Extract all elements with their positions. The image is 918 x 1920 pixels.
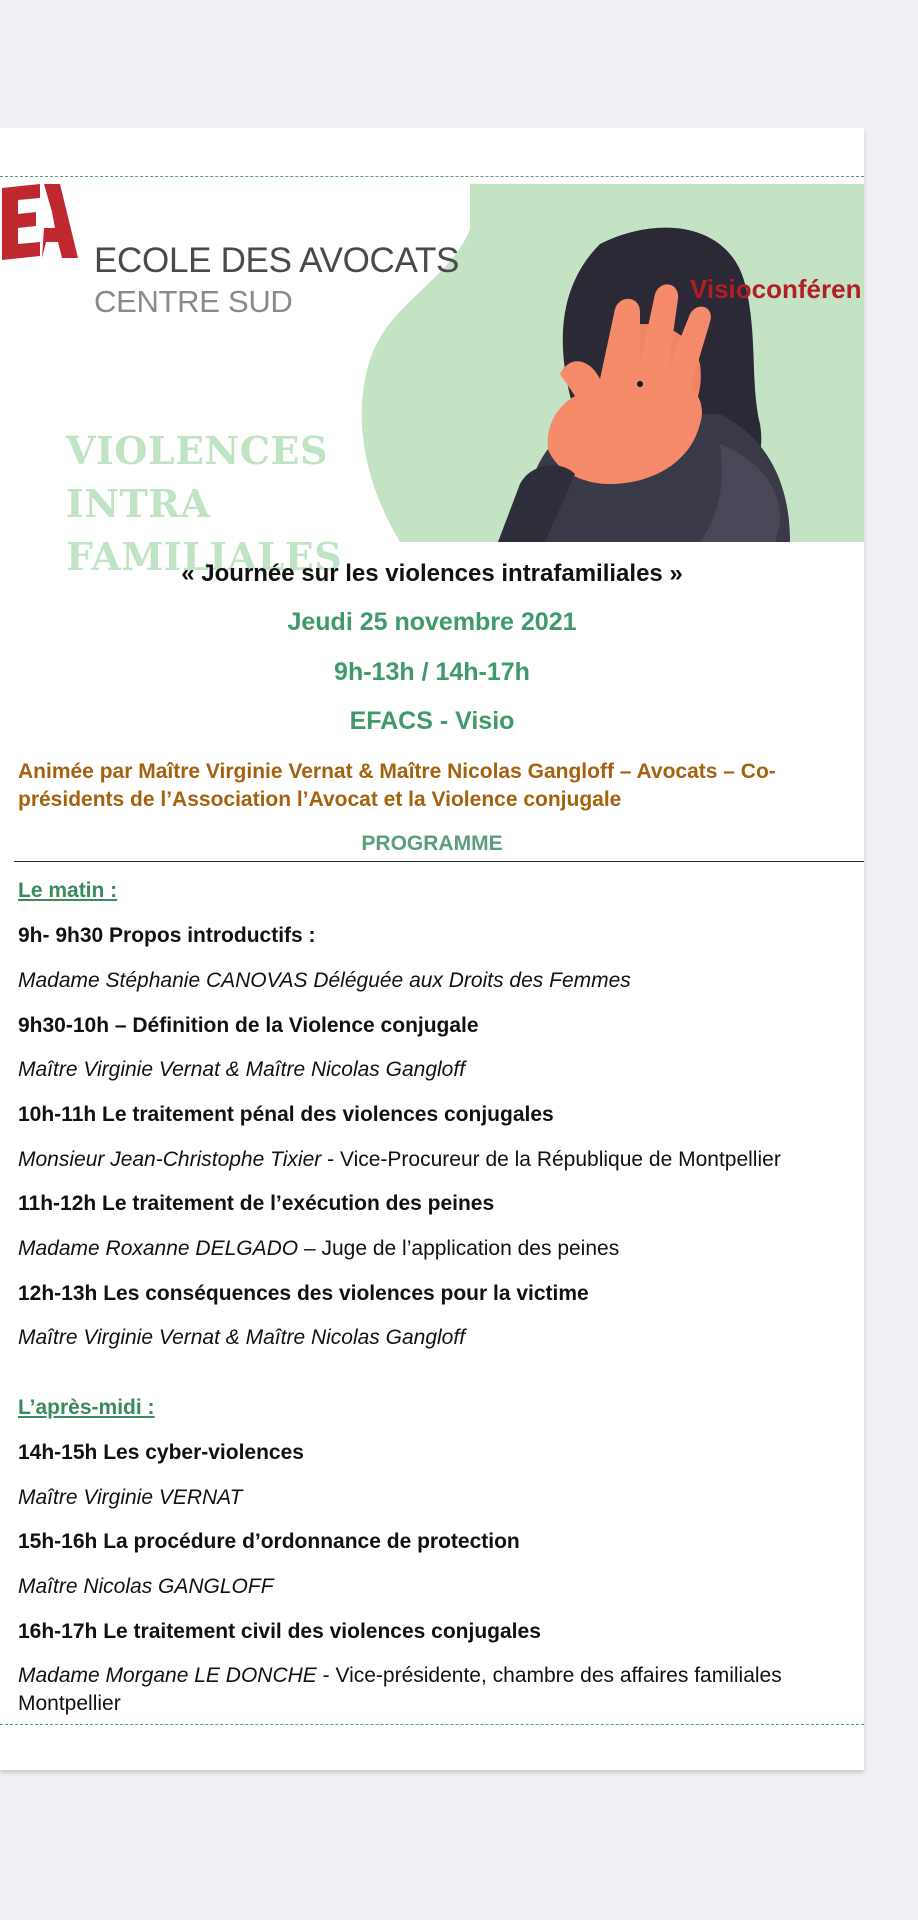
session-speaker: Monsieur Jean-Christophe Tixier [18,1148,322,1171]
programme-rule [14,861,864,862]
event-title: « Journée sur les violences intrafamiliales » [181,560,683,587]
session-speaker-line [18,1664,782,1688]
banner-title-line2: INTRA [66,481,211,526]
session-role: - Vice-présidente, chambre des affaires familiales [316,1664,782,1687]
session-speaker: Madame Roxanne DELGADO [18,1237,299,1260]
event-place: EFACS - Visio [349,707,515,735]
session-speaker: Maître Virginie Vernat & Maître Nicolas Gangloff [18,1058,466,1081]
session-speaker: Madame Stéphanie CANOVAS Déléguée aux Droits des Femmes [18,969,631,992]
event-hours: 9h-13h / 14h-17h [334,658,530,686]
school-name-line1: ECOLE DES AVOCATS [94,241,460,280]
session-title: 16h-17h Le traitement civil des violences conjugales [18,1620,541,1643]
morning-heading: Le matin : [18,879,118,902]
session-speaker-line [18,1486,242,1510]
session-title: 11h-12h Le traitement de l’exécution des peines [18,1192,495,1215]
programme-heading: PROGRAMME [361,832,503,855]
visioconference-label: Visioconféren [690,274,862,304]
top-dashed-border [0,176,864,177]
session-title: 10h-11h Le traitement pénal des violences conjugales [18,1103,554,1126]
session-title: 12h-13h Les conséquences des violences pour la victime [18,1282,589,1305]
session-speaker: Madame Morgane LE DONCHE [18,1664,317,1687]
session-title: 9h30-10h – Définition de la Violence conjugale [18,1014,479,1037]
session-title: 9h- 9h30 Propos introductifs : [18,924,316,947]
session-speaker: Maître Virginie VERNAT [18,1486,243,1509]
bottom-dashed-border [0,1724,864,1725]
session-title: 15h-16h La procédure d’ordonnance de protection [18,1530,520,1553]
afternoon-heading: L’après-midi : [18,1396,155,1419]
session-speaker-line [18,1058,465,1082]
session-role: – Juge de l’application des peines [298,1237,620,1260]
document-page [0,128,864,1770]
banner-title-line3: FAMILIALES [66,534,343,579]
session-speaker-line [18,1326,465,1350]
event-date: Jeudi 25 novembre 2021 [287,608,577,636]
session-speaker-line [18,1148,781,1172]
animators-line1: Animée par Maître Virginie Vernat & Maître Nicolas Gangloff – Avocats – Co- [18,760,776,783]
session-speaker-line [18,969,631,993]
session-speaker: Maître Nicolas GANGLOFF [18,1575,274,1598]
animators-line2: présidents de l’Association l’Avocat et la Violence conjugale [18,788,622,811]
session-role-continued: Montpellier [18,1692,121,1715]
session-title: 14h-15h Les cyber-violences [18,1441,304,1464]
school-name-line2: CENTRE SUD [94,284,293,319]
school-logo [0,184,78,266]
session-speaker: Maître Virginie Vernat & Maître Nicolas Gangloff [18,1326,466,1349]
session-speaker-line [18,1575,274,1599]
session-role: - Vice-Procureur de la République de Montpellier [321,1148,781,1171]
banner-title-line1: VIOLENCES [66,428,328,473]
session-speaker-line [18,1237,619,1261]
